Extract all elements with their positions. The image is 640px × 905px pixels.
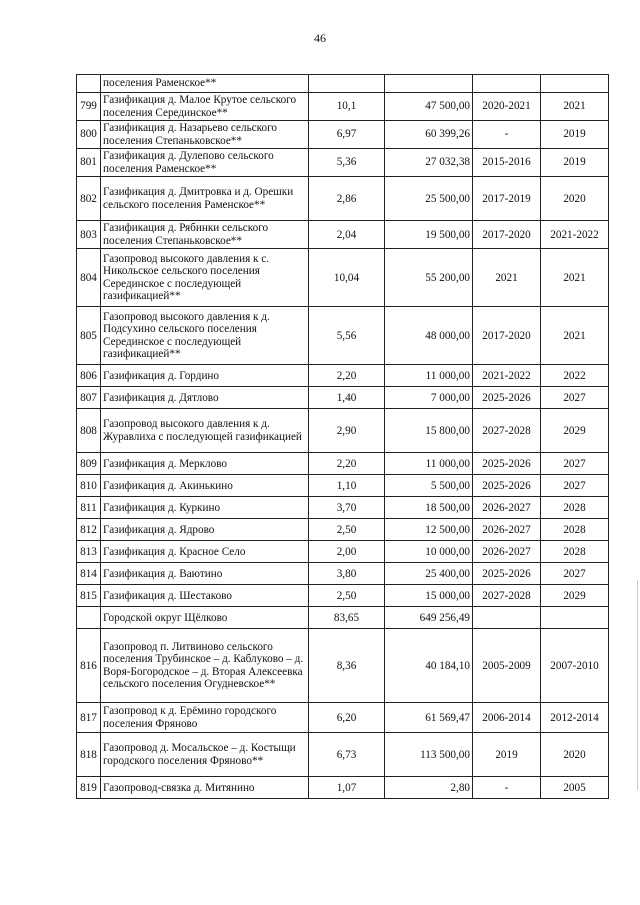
cost-value: 18 500,00 [385,497,473,519]
table-row [77,629,609,703]
fact-years: 2019 [541,149,609,177]
row-number [77,607,101,629]
plan-years: 2027-2028 [473,409,541,453]
cost-value [385,75,473,93]
cost-value: 5 500,00 [385,475,473,497]
row-number: 809 [77,453,101,475]
row-number: 805 [77,307,101,365]
fact-years: 2021 [541,249,609,307]
fact-years: 2027 [541,387,609,409]
cost-value: 48 000,00 [385,307,473,365]
district-row [77,607,609,629]
cost-value: 19 500,00 [385,221,473,249]
cost-value: 113 500,00 [385,733,473,777]
row-number: 803 [77,221,101,249]
plan-years: 2021-2022 [473,365,541,387]
pipeline-length: 2,20 [309,365,385,387]
table-row [77,75,609,93]
cost-value: 12 500,00 [385,519,473,541]
district-name: Городской округ Щёлково [101,607,309,629]
row-number: 801 [77,149,101,177]
fact-years [541,607,609,629]
pipeline-length: 5,56 [309,307,385,365]
scan-edge-line [637,580,638,790]
plan-years: 2017-2020 [473,221,541,249]
pipeline-length: 2,20 [309,453,385,475]
length-total: 83,65 [309,607,385,629]
pipeline-length: 2,90 [309,409,385,453]
pipeline-length: 6,97 [309,121,385,149]
fact-years: 2028 [541,519,609,541]
fact-years [541,75,609,93]
table-row [77,307,609,365]
fact-years: 2029 [541,409,609,453]
table-body [77,75,609,799]
object-name: Газификация д. Малое Крутое сельского поселения Серединское** [101,93,309,121]
row-number: 806 [77,365,101,387]
table-row [77,585,609,607]
cost-value: 47 500,00 [385,93,473,121]
table-row [77,541,609,563]
pipeline-length: 10,1 [309,93,385,121]
object-name: Газификация д. Шестаково [101,585,309,607]
table-row [77,221,609,249]
fact-years: 2021 [541,93,609,121]
object-name: Газопровод высокого давления к д. Подсухино сельского поселения Серединское с последующей газификацией** [101,307,309,365]
row-number: 816 [77,629,101,703]
fact-years: 2027 [541,563,609,585]
row-number: 807 [77,387,101,409]
fact-years: 2027 [541,453,609,475]
plan-years: 2025-2026 [473,453,541,475]
object-name: Газопровод-связка д. Митянино [101,777,309,799]
pipeline-length: 3,80 [309,563,385,585]
plan-years: 2025-2026 [473,563,541,585]
row-number: 802 [77,177,101,221]
row-number: 804 [77,249,101,307]
row-number: 808 [77,409,101,453]
plan-years: 2005-2009 [473,629,541,703]
object-name: Газопровод д. Мосальское – д. Костыщи городского поселения Фряново** [101,733,309,777]
table-row [77,563,609,585]
fact-years: 2019 [541,121,609,149]
pipeline-length: 8,36 [309,629,385,703]
pipeline-length: 2,50 [309,519,385,541]
row-number [77,75,101,93]
cost-value: 2,80 [385,777,473,799]
cost-value: 10 000,00 [385,541,473,563]
object-name: Газопровод к д. Ерёмино городского поселения Фряново [101,703,309,733]
object-name: Газификация д. Гордино [101,365,309,387]
cost-value: 55 200,00 [385,249,473,307]
pipeline-length: 10,04 [309,249,385,307]
pipeline-length: 6,73 [309,733,385,777]
table-row [77,453,609,475]
cost-value: 11 000,00 [385,453,473,475]
pipeline-length: 6,20 [309,703,385,733]
page-number: 46 [314,31,326,45]
plan-years: 2015-2016 [473,149,541,177]
plan-years [473,607,541,629]
object-name: Газопровод высокого давления к с. Никольское сельского поселения Серединское с последующей газификацией** [101,249,309,307]
pipeline-length: 1,07 [309,777,385,799]
row-number: 800 [77,121,101,149]
table-row [77,149,609,177]
table-row [77,497,609,519]
row-number: 810 [77,475,101,497]
object-name: Газификация д. Красное Село [101,541,309,563]
cost-value: 25 500,00 [385,177,473,221]
fact-years: 2022 [541,365,609,387]
object-name: Газификация д. Рябинки сельского поселения Степаньковское** [101,221,309,249]
object-name: Газопровод высокого давления к д. Журавлиха с последующей газификацией [101,409,309,453]
table-row [77,409,609,453]
object-name: Газификация д. Ваютино [101,563,309,585]
cost-value: 40 184,10 [385,629,473,703]
table-row [77,777,609,799]
plan-years: 2017-2020 [473,307,541,365]
row-number: 814 [77,563,101,585]
object-name: поселения Раменское** [101,75,309,93]
fact-years: 2027 [541,475,609,497]
cost-value: 11 000,00 [385,365,473,387]
cost-value: 61 569,47 [385,703,473,733]
object-name: Газификация д. Назарьево сельского поселения Степаньковское** [101,121,309,149]
pipeline-length: 2,86 [309,177,385,221]
cost-value: 60 399,26 [385,121,473,149]
pipeline-length: 1,10 [309,475,385,497]
cost-value: 15 800,00 [385,409,473,453]
fact-years: 2021-2022 [541,221,609,249]
plan-years: - [473,121,541,149]
pipeline-length: 2,04 [309,221,385,249]
row-number: 812 [77,519,101,541]
plan-years [473,75,541,93]
table-row [77,121,609,149]
plan-years: 2026-2027 [473,519,541,541]
plan-years: - [473,777,541,799]
fact-years: 2028 [541,497,609,519]
cost-total: 649 256,49 [385,607,473,629]
plan-years: 2025-2026 [473,475,541,497]
fact-years: 2020 [541,177,609,221]
pipeline-length: 3,70 [309,497,385,519]
plan-years: 2017-2019 [473,177,541,221]
object-name: Газификация д. Дулепово сельского поселения Раменское** [101,149,309,177]
fact-years: 2012-2014 [541,703,609,733]
row-number: 815 [77,585,101,607]
row-number: 799 [77,93,101,121]
object-name: Газификация д. Дмитровка и д. Орешки сельского поселения Раменское** [101,177,309,221]
object-name: Газификация д. Акинькино [101,475,309,497]
cost-value: 15 000,00 [385,585,473,607]
pipeline-length: 5,36 [309,149,385,177]
object-name: Газификация д. Дятлово [101,387,309,409]
fact-years: 2028 [541,541,609,563]
object-name: Газификация д. Мерклово [101,453,309,475]
row-number: 813 [77,541,101,563]
table-row [77,733,609,777]
table-row [77,93,609,121]
plan-years: 2025-2026 [473,387,541,409]
object-name: Газификация д. Ядрово [101,519,309,541]
table-row [77,519,609,541]
pipeline-length: 2,50 [309,585,385,607]
row-number: 811 [77,497,101,519]
table-row [77,177,609,221]
cost-value: 27 032,38 [385,149,473,177]
row-number: 818 [77,733,101,777]
object-name: Газопровод п. Литвиново сельского поселения Трубинское – д. Каблуково – д. Воря-Богородское – д. Вторая Алексеевка сельского поселения Огудневское** [101,629,309,703]
table-row [77,365,609,387]
fact-years: 2029 [541,585,609,607]
gas-pipeline-table [76,74,609,799]
fact-years: 2021 [541,307,609,365]
fact-years: 2007-2010 [541,629,609,703]
plan-years: 2027-2028 [473,585,541,607]
object-name: Газификация д. Куркино [101,497,309,519]
plan-years: 2026-2027 [473,497,541,519]
table-row [77,249,609,307]
pipeline-length [309,75,385,93]
table-row [77,475,609,497]
plan-years: 2020-2021 [473,93,541,121]
plan-years: 2021 [473,249,541,307]
table-row [77,703,609,733]
fact-years: 2005 [541,777,609,799]
row-number: 817 [77,703,101,733]
row-number: 819 [77,777,101,799]
cost-value: 25 400,00 [385,563,473,585]
pipeline-length: 1,40 [309,387,385,409]
fact-years: 2020 [541,733,609,777]
table-row [77,387,609,409]
plan-years: 2006-2014 [473,703,541,733]
cost-value: 7 000,00 [385,387,473,409]
plan-years: 2019 [473,733,541,777]
pipeline-length: 2,00 [309,541,385,563]
plan-years: 2026-2027 [473,541,541,563]
